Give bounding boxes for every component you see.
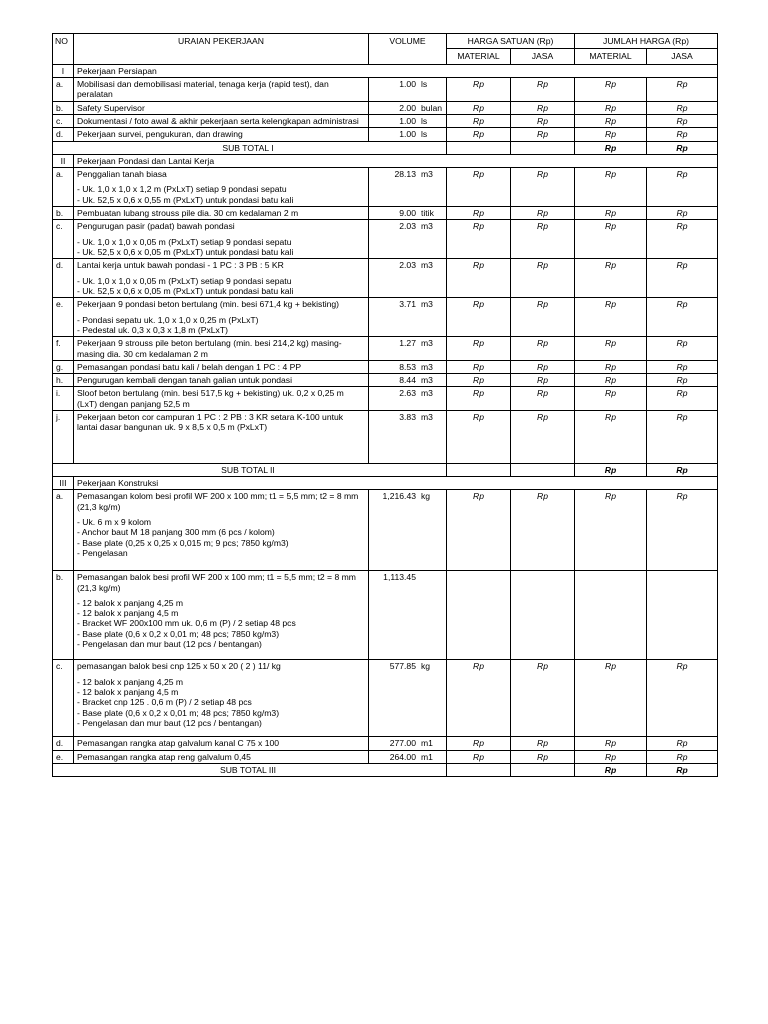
item-unit: m3 <box>421 361 433 372</box>
total-jasa: Rp <box>647 101 718 114</box>
item-quantity: 2.03 <box>399 221 416 232</box>
total-jasa: Rp <box>647 207 718 220</box>
item-quantity: 3.71 <box>399 299 416 310</box>
total-material: Rp <box>575 77 647 101</box>
item-unit: m3 <box>421 412 433 423</box>
item-row <box>53 298 718 337</box>
price-jasa: Rp <box>511 207 575 220</box>
item-description <box>74 737 369 750</box>
total-material: Rp <box>575 259 647 298</box>
item-description <box>74 660 369 737</box>
item-number: d. <box>53 737 74 750</box>
header-jumlah-harga: JUMLAH HARGA (Rp) <box>575 34 718 49</box>
total-material: Rp <box>575 114 647 127</box>
item-quantity: 1.00 <box>399 129 416 140</box>
item-unit <box>418 572 443 582</box>
item-quantity: 3.83 <box>399 412 416 423</box>
item-detail-line: - Uk. 52,5 x 0,6 x 0,05 m (PxLxT) untuk pondasi batu kali <box>77 247 294 257</box>
price-material: Rp <box>447 490 511 571</box>
item-detail-line: - Anchor baut M 18 panjang 300 mm (6 pcs / kolom) <box>77 527 275 538</box>
subtotal-empty <box>511 141 575 154</box>
item-description-text: Pemasangan rangka atap reng galvalum 0,45 <box>77 751 251 762</box>
total-material: Rp <box>575 337 647 361</box>
item-unit: m1 <box>421 751 433 762</box>
item-unit: ls <box>421 129 428 140</box>
item-volume <box>369 374 447 387</box>
price-jasa: Rp <box>511 128 575 141</box>
section-number: III <box>53 477 74 490</box>
price-jasa: Rp <box>511 490 575 571</box>
total-jasa: Rp <box>647 220 718 259</box>
item-unit: m3 <box>421 338 433 349</box>
item-detail-line: - Uk. 1,0 x 1,0 x 0,05 m (PxLxT) setiap 9 pondasi sepatu <box>77 236 292 247</box>
item-volume <box>369 660 447 737</box>
item-number: j. <box>53 411 74 464</box>
item-volume <box>369 490 447 571</box>
item-detail-line: - 12 balok x panjang 4,5 m <box>77 687 179 697</box>
item-row <box>53 101 718 114</box>
total-jasa: Rp <box>647 337 718 361</box>
item-detail-line: - Pengelasan dan mur baut (12 pcs / bentangan) <box>77 717 262 728</box>
price-material: Rp <box>447 101 511 114</box>
price-jasa: Rp <box>511 259 575 298</box>
subtotal-empty <box>447 141 511 154</box>
section-number: II <box>53 154 74 167</box>
item-detail-line: - Uk. 52,5 x 0,6 x 0,55 m (PxLxT) untuk pondasi batu kali <box>77 194 294 205</box>
section-number: I <box>53 64 74 77</box>
price-jasa: Rp <box>511 337 575 361</box>
item-row <box>53 220 718 259</box>
total-jasa <box>647 571 718 660</box>
item-quantity: 8.44 <box>399 375 416 386</box>
boq-table <box>52 33 718 777</box>
item-number: a. <box>53 490 74 571</box>
subtotal-row <box>53 463 718 476</box>
price-material: Rp <box>447 298 511 337</box>
item-volume <box>369 259 447 298</box>
total-material: Rp <box>575 374 647 387</box>
item-description-text: Pemasangan balok besi profil WF 200 x 100 mm; t1 = 5,5 mm; t2 = 8 mm (21,3 kg/m) <box>77 572 356 593</box>
header-uraian: URAIAN PEKERJAAN <box>74 34 369 65</box>
total-material: Rp <box>575 168 647 207</box>
item-detail-line: - Uk. 1,0 x 1,0 x 0,05 m (PxLxT) setiap 9 pondasi sepatu <box>77 275 292 286</box>
price-jasa: Rp <box>511 360 575 373</box>
item-detail-line: - Pedestal uk. 0,3 x 0,3 x 1,8 m (PxLxT) <box>77 324 228 335</box>
item-row <box>53 411 718 464</box>
total-material <box>575 571 647 660</box>
header-jasa-satuan: JASA <box>511 49 575 64</box>
price-material: Rp <box>447 360 511 373</box>
price-material: Rp <box>447 77 511 101</box>
item-number: a. <box>53 77 74 101</box>
item-quantity: 1.27 <box>399 338 416 349</box>
item-description <box>74 114 369 127</box>
item-detail-line: - Uk. 52,5 x 0,6 x 0,05 m (PxLxT) untuk pondasi batu kali <box>77 285 294 296</box>
item-unit: m3 <box>421 260 433 271</box>
price-jasa: Rp <box>511 77 575 101</box>
item-detail-line: - Bracket WF 200x100 mm uk. 0,6 m (P) / 2 setiap 48 pcs <box>77 618 296 629</box>
price-material <box>447 571 511 660</box>
item-unit: ls <box>421 115 428 126</box>
item-volume <box>369 337 447 361</box>
item-row <box>53 128 718 141</box>
item-row <box>53 207 718 220</box>
subtotal-label: SUB TOTAL II <box>53 463 447 476</box>
subtotal-row <box>53 763 718 776</box>
price-jasa: Rp <box>511 168 575 207</box>
total-jasa: Rp <box>647 737 718 750</box>
item-description <box>74 360 369 373</box>
price-material: Rp <box>447 259 511 298</box>
price-jasa <box>511 571 575 660</box>
price-material: Rp <box>447 168 511 207</box>
item-description-text: Penggalian tanah biasa <box>77 169 167 180</box>
total-material: Rp <box>575 411 647 464</box>
item-unit: kg <box>421 491 431 502</box>
subtotal-jasa: Rp <box>647 463 718 476</box>
item-row <box>53 571 718 660</box>
price-jasa: Rp <box>511 660 575 737</box>
item-details <box>77 276 365 297</box>
item-volume <box>369 360 447 373</box>
header-material-jumlah: MATERIAL <box>575 49 647 64</box>
item-row <box>53 374 718 387</box>
item-unit: ls <box>421 78 428 89</box>
subtotal-row <box>53 141 718 154</box>
item-details <box>77 677 365 729</box>
item-number: d. <box>53 128 74 141</box>
item-unit: m1 <box>421 738 433 749</box>
item-description-text: Pemasangan kolom besi profil WF 200 x 100 mm; t1 = 5,5 mm; t2 = 8 mm (21,3 kg/m) <box>77 491 359 512</box>
item-number: e. <box>53 750 74 763</box>
item-row <box>53 77 718 101</box>
item-row <box>53 259 718 298</box>
item-description <box>74 571 369 660</box>
item-details <box>77 315 365 336</box>
section-title: Pekerjaan Persiapan <box>74 64 718 77</box>
item-details <box>77 598 365 650</box>
total-material: Rp <box>575 737 647 750</box>
item-volume <box>369 168 447 207</box>
item-number: c. <box>53 220 74 259</box>
total-material: Rp <box>575 490 647 571</box>
total-jasa: Rp <box>647 750 718 763</box>
header-harga-satuan: HARGA SATUAN (Rp) <box>447 34 575 49</box>
section-title: Pekerjaan Konstruksi <box>74 477 718 490</box>
item-detail-line: - Bracket cnp 125 . 0,6 m (P) / 2 setiap 48 pcs <box>77 697 252 708</box>
price-material: Rp <box>447 411 511 464</box>
section-row <box>53 477 718 490</box>
item-row <box>53 660 718 737</box>
item-description <box>74 168 369 207</box>
item-detail-line: - Pengelasan <box>77 547 128 558</box>
total-material: Rp <box>575 128 647 141</box>
item-quantity: 2.03 <box>399 260 416 271</box>
item-row <box>53 168 718 207</box>
price-material: Rp <box>447 207 511 220</box>
item-description <box>74 387 369 411</box>
item-number: c. <box>53 660 74 737</box>
subtotal-material: Rp <box>575 763 647 776</box>
item-quantity: 2.63 <box>399 388 416 399</box>
item-row <box>53 750 718 763</box>
item-details <box>77 184 365 205</box>
item-volume <box>369 387 447 411</box>
item-quantity: 1,113.45 <box>383 572 416 583</box>
item-row <box>53 387 718 411</box>
item-number: c. <box>53 114 74 127</box>
total-jasa: Rp <box>647 298 718 337</box>
price-material: Rp <box>447 220 511 259</box>
total-material: Rp <box>575 387 647 411</box>
item-row <box>53 337 718 361</box>
item-volume <box>369 77 447 101</box>
subtotal-empty <box>447 463 511 476</box>
item-detail-line: - Pengelasan dan mur baut (12 pcs / bentangan) <box>77 639 262 650</box>
header-jasa-jumlah: JASA <box>647 49 718 64</box>
item-detail-line: - Uk. 6 m x 9 kolom <box>77 516 152 527</box>
subtotal-material: Rp <box>575 463 647 476</box>
total-jasa: Rp <box>647 168 718 207</box>
item-description-text: Lantai kerja untuk bawah pondasi - 1 PC : 3 PB : 5 KR <box>77 260 284 271</box>
item-detail-line: - Uk. 1,0 x 1,0 x 1,2 m (PxLxT) setiap 9 pondasi sepatu <box>77 184 287 195</box>
item-unit: m3 <box>421 388 433 399</box>
item-description-text: Pengurugan kembali dengan tanah galian untuk pondasi <box>77 375 293 386</box>
item-number: e. <box>53 298 74 337</box>
item-quantity: 1.00 <box>399 115 416 126</box>
item-description-text: Pembuatan lubang strouss pile dia. 30 cm kedalaman 2 m <box>77 208 299 219</box>
item-quantity: 28.13 <box>394 169 416 180</box>
total-material: Rp <box>575 220 647 259</box>
item-description-text: Pekerjaan survei, pengukuran, dan drawing <box>77 129 243 140</box>
item-description <box>74 101 369 114</box>
item-quantity: 264.00 <box>389 751 416 762</box>
item-description <box>74 220 369 259</box>
price-material: Rp <box>447 737 511 750</box>
price-jasa: Rp <box>511 374 575 387</box>
subtotal-label: SUB TOTAL III <box>53 763 447 776</box>
item-number: h. <box>53 374 74 387</box>
item-description-text: Safety Supervisor <box>77 102 145 113</box>
price-jasa: Rp <box>511 411 575 464</box>
item-description <box>74 374 369 387</box>
subtotal-empty <box>511 763 575 776</box>
item-row <box>53 360 718 373</box>
item-number: a. <box>53 168 74 207</box>
item-detail-line: - 12 balok x panjang 4,25 m <box>77 676 184 687</box>
price-jasa: Rp <box>511 750 575 763</box>
item-description <box>74 490 369 571</box>
item-description-text: Dokumentasi / foto awal & akhir pekerjaan serta kelengkapan administrasi <box>77 115 359 126</box>
item-description-text: Sloof beton bertulang (min. besi 517,5 kg + bekisting) uk. 0,2 x 0,25 m (LxT) dengan panjang 52,5 m <box>77 388 344 409</box>
item-description-text: pemasangan balok besi cnp 125 x 50 x 20 ( 2 ) 11/ kg <box>77 661 281 672</box>
item-unit: m3 <box>421 169 433 180</box>
header-volume: VOLUME <box>369 34 447 65</box>
total-jasa: Rp <box>647 77 718 101</box>
price-jasa: Rp <box>511 114 575 127</box>
section-title: Pekerjaan Pondasi dan Lantai Kerja <box>74 154 718 167</box>
item-description <box>74 128 369 141</box>
item-detail-line: - Base plate (0,25 x 0,25 x 0,015 m; 9 pcs; 7850 kg/m3) <box>77 537 289 548</box>
item-detail-line: - Base plate (0,6 x 0,2 x 0,01 m; 48 pcs; 7850 kg/m3) <box>77 707 280 718</box>
item-description <box>74 750 369 763</box>
price-material: Rp <box>447 337 511 361</box>
item-detail-line: - 12 balok x panjang 4,25 m <box>77 597 184 608</box>
total-jasa: Rp <box>647 128 718 141</box>
item-description-text: Mobilisasi dan demobilisasi material, tenaga kerja (rapid test), dan peralatan <box>77 78 329 100</box>
total-jasa: Rp <box>647 660 718 737</box>
item-detail-line: - Pondasi sepatu uk. 1,0 x 1,0 x 0,25 m (PxLxT) <box>77 314 259 325</box>
item-number: g. <box>53 360 74 373</box>
total-material: Rp <box>575 101 647 114</box>
item-number: b. <box>53 207 74 220</box>
item-quantity: 577.85 <box>389 661 416 672</box>
total-material: Rp <box>575 360 647 373</box>
total-jasa: Rp <box>647 259 718 298</box>
price-material: Rp <box>447 114 511 127</box>
item-description <box>74 298 369 337</box>
item-volume <box>369 101 447 114</box>
item-row <box>53 114 718 127</box>
price-material: Rp <box>447 374 511 387</box>
item-description-text: Pekerjaan 9 strouss pile beton bertulang (min. besi 214,2 kg) masing-masing dia. 30 cm kedalaman 2 m <box>77 338 342 359</box>
item-description-text: Pemasangan rangka atap galvalum kanal C 75 x 100 <box>77 738 280 749</box>
item-unit: bulan <box>421 102 443 113</box>
item-description <box>74 207 369 220</box>
total-jasa: Rp <box>647 114 718 127</box>
item-volume <box>369 737 447 750</box>
item-volume <box>369 411 447 464</box>
subtotal-empty <box>511 463 575 476</box>
item-description <box>74 77 369 101</box>
item-volume <box>369 128 447 141</box>
item-volume <box>369 220 447 259</box>
price-jasa: Rp <box>511 298 575 337</box>
item-unit: titik <box>421 208 434 219</box>
item-detail-line: - Base plate (0,6 x 0,2 x 0,01 m; 48 pcs; 7850 kg/m3) <box>77 628 280 639</box>
subtotal-material: Rp <box>575 141 647 154</box>
header-row-1 <box>53 34 718 49</box>
price-jasa: Rp <box>511 737 575 750</box>
total-jasa: Rp <box>647 360 718 373</box>
item-row <box>53 490 718 571</box>
total-material: Rp <box>575 207 647 220</box>
item-detail-line: - 12 balok x panjang 4,5 m <box>77 608 179 619</box>
item-unit: m3 <box>421 375 433 386</box>
price-material: Rp <box>447 660 511 737</box>
price-material: Rp <box>447 387 511 411</box>
total-material: Rp <box>575 660 647 737</box>
item-description-text: Pekerjaan beton cor campuran 1 PC : 2 PB : 3 KR setara K-100 untuk lantai dasar bangunan uk. 9 x 8,5 x 0,5 m (PxLxT) <box>77 412 344 433</box>
section-row <box>53 154 718 167</box>
section-row <box>53 64 718 77</box>
price-jasa: Rp <box>511 220 575 259</box>
item-quantity: 1,216.43 <box>382 491 416 502</box>
item-quantity: 277.00 <box>389 738 416 749</box>
price-material: Rp <box>447 128 511 141</box>
item-quantity: 8.53 <box>399 361 416 372</box>
item-volume <box>369 571 447 660</box>
item-quantity: 9.00 <box>399 208 416 219</box>
item-quantity: 1.00 <box>399 78 416 89</box>
subtotal-label: SUB TOTAL I <box>53 141 447 154</box>
price-jasa: Rp <box>511 101 575 114</box>
item-description-text: Pengurugan pasir (padat) bawah pondasi <box>77 221 235 232</box>
item-number: i. <box>53 387 74 411</box>
item-row <box>53 737 718 750</box>
item-unit: m3 <box>421 221 433 232</box>
item-description <box>74 411 369 464</box>
item-quantity: 2.00 <box>399 102 416 113</box>
item-unit: kg <box>421 661 431 672</box>
price-jasa: Rp <box>511 387 575 411</box>
header-no: NO <box>53 34 74 65</box>
item-volume <box>369 207 447 220</box>
total-jasa: Rp <box>647 374 718 387</box>
item-description <box>74 337 369 361</box>
item-volume <box>369 114 447 127</box>
total-jasa: Rp <box>647 490 718 571</box>
item-volume <box>369 750 447 763</box>
total-material: Rp <box>575 298 647 337</box>
item-unit: m3 <box>421 299 433 310</box>
subtotal-empty <box>447 763 511 776</box>
total-jasa: Rp <box>647 411 718 464</box>
item-details <box>77 237 365 258</box>
header-material-satuan: MATERIAL <box>447 49 511 64</box>
item-number: b. <box>53 101 74 114</box>
item-volume <box>369 298 447 337</box>
item-number: b. <box>53 571 74 660</box>
price-material: Rp <box>447 750 511 763</box>
subtotal-jasa: Rp <box>647 141 718 154</box>
item-description <box>74 259 369 298</box>
item-description-text: Pemasangan pondasi batu kali / belah dengan 1 PC : 4 PP <box>77 361 302 372</box>
item-description-text: Pekerjaan 9 pondasi beton bertulang (min. besi 671,4 kg + bekisting) <box>77 299 340 310</box>
total-jasa: Rp <box>647 387 718 411</box>
item-details <box>77 517 365 558</box>
item-number: d. <box>53 259 74 298</box>
item-number: f. <box>53 337 74 361</box>
subtotal-jasa: Rp <box>647 763 718 776</box>
total-material: Rp <box>575 750 647 763</box>
